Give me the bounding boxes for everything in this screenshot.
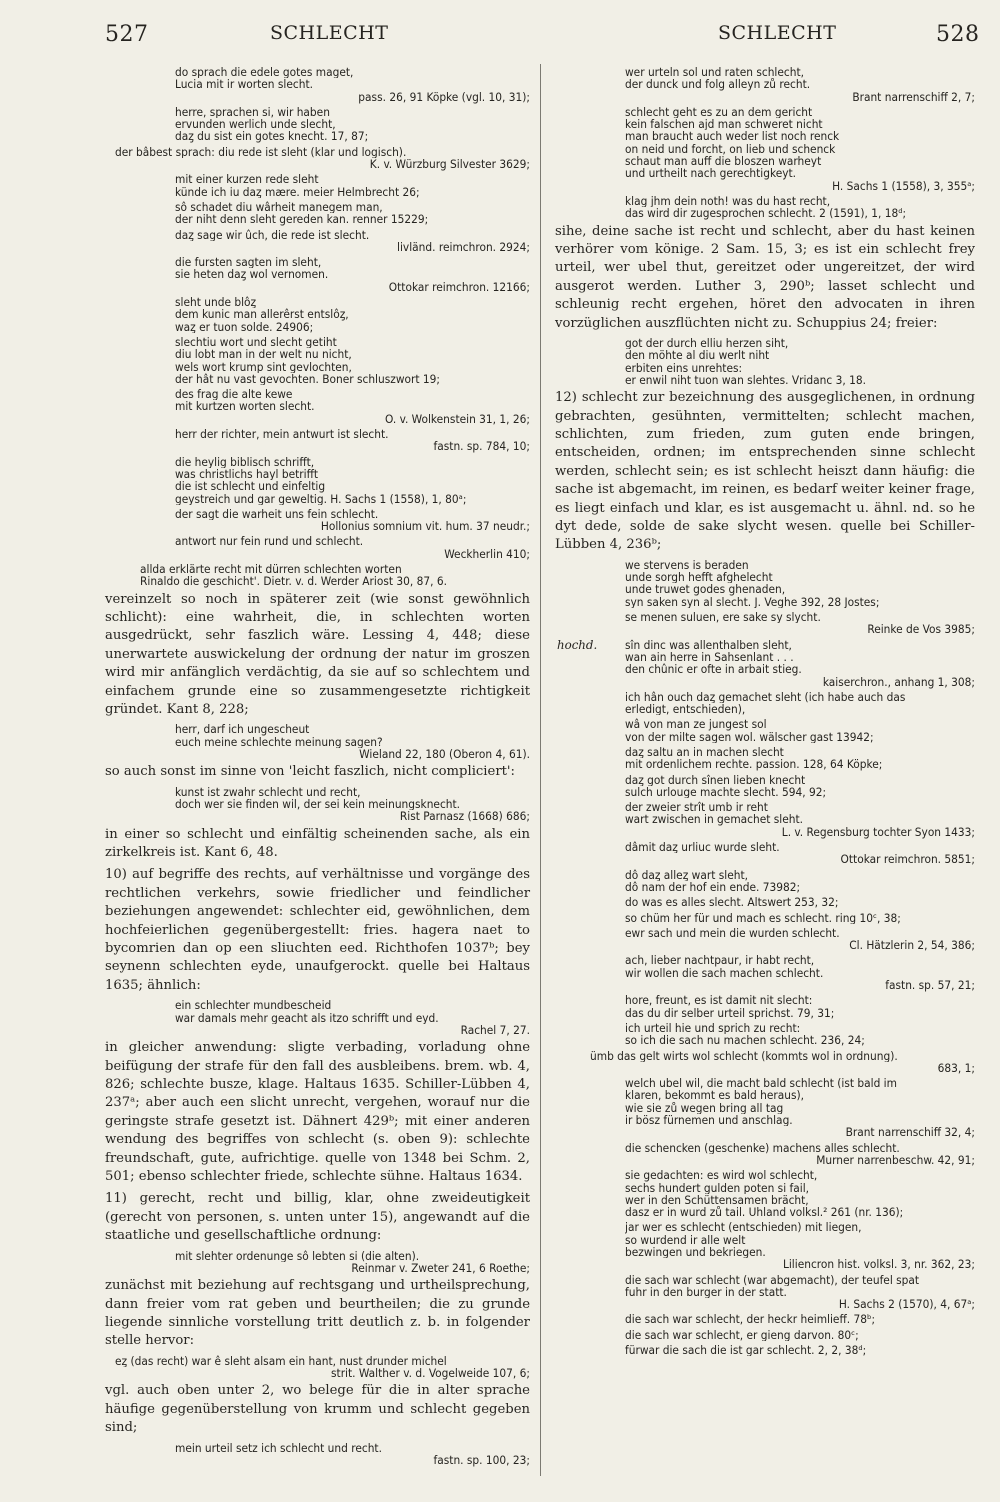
quotation-line: man braucht auch weder list noch renck [625,130,840,143]
quotation-block [555,1329,975,1341]
quotation-line: unde truwet godes ghenaden, [625,583,786,596]
quotation-line: mit kurtzen worten slecht. [175,400,315,413]
quotation-line: das du dir selber urteil sprichst. 79, 31; [625,1006,835,1019]
quotation-block [555,841,975,866]
quotation-block [555,66,975,103]
quotation-line: ein schlechter mundbescheid [175,999,332,1012]
quotation-line: die schencken (geschenke) machens alles schlecht. [625,1141,900,1154]
quotation-line: fuhr in den burger in der statt. [625,1285,787,1299]
quotation-line: wie sie zů wegen bring all tag [625,1101,784,1115]
prose-paragraph: 10) auf begriffe des rechts, auf verhältnisse und vorgänge des rechtlichen verkehrs, sowie friedlicher und feindlicher beziehungen angewendet: schlechter eid, gewöhnlichen, dem hochfeierlichen gegenübergestellt: fries. hagera naet to bycomrien dan op een sliuchten eed. Richthofen 1037ᵇ; bey seynenn schlechten eyde, unaufgerockt. quelle bei Haltaus 1635; ähnlich: [105,867,530,993]
citation-source: Murner narrenbeschw. 42, 91; [816,1152,975,1167]
quotation-line: ich hân ouch daȥ gemachet sleht (ich habe auch das [625,690,906,704]
quotation-block [555,1050,975,1075]
quotation-line: dâmit daȥ urliuc wurde sleht. [625,841,780,854]
quotation-line: ach, lieber nachtpaur, ir habt recht, [625,954,815,967]
quotation-block [555,912,975,924]
quotation-line: kein falschen ajd man schweret nicht [625,118,823,131]
quotation-line: die sach war schlecht, er gieng darvon. 80ᶜ; [625,1328,859,1342]
citation-source: pass. 26, 91 Köpke (vgl. 10, 31); [358,89,530,104]
quotation-block [555,195,975,220]
quotation-line: klaren, bekommt es bald heraus), [625,1089,805,1102]
citation-source: H. Sachs 2 (1570), 4, 67ᵃ; [838,1297,975,1312]
quotation-line: den möhte al diu werlt niht [625,349,770,362]
prose-paragraph: vereinzelt so noch in späterer zeit (wie sonst gewöhnlich schlicht): eine wahrheit, die, in schlechten worten ausgedrückt, sehr faszlich wäre. Lessing 4, 448; diese unerwartete auswickelung der ordnung der natur im groszen wird mir anfänglich verdächtig, da sie auf so schlechtem und einfachem grunde eine so zusammengesetzte richtigkeit gründet. Kant 8, 228; [105,591,530,718]
citation-source: Cl. Hätzlerin 2, 54, 386; [849,938,975,953]
quotation-line: des frag die alte kewe [175,388,293,401]
quotation-line: welch ubel wil, die macht bald schlecht (ist bald im [625,1077,897,1090]
prose-paragraph: zunächst mit beziehung auf rechtsgang und urtheilsprechung, dann freier vom rat geben und beurtheilen; die zu grunde liegende sinnliche vorstellung tritt deutlich z. b. in folgender stelle hervor: [105,1278,530,1349]
quotation-block [555,1221,975,1270]
quotation-block [555,954,975,991]
quotation-line: wer in den Schüttensamen brächt, [625,1193,809,1207]
quotation-block [555,927,975,952]
quotation-line: ewr sach und mein die wurden schlecht. [625,926,840,940]
citation-source: 683, 1; [937,1060,975,1075]
quotation-line: mit slehter ordenunge sô lebten si (die alten). [175,1249,420,1262]
citation-source: fastn. sp. 57, 21; [885,978,975,993]
quotation-line: so wurdend ir alle welt [625,1233,746,1246]
quotation-line: mit einer kurzen rede sleht [175,173,319,186]
quotation-line: do was es alles slecht. Altswert 253, 32; [625,896,839,909]
quotation-line: der hât nu vast gevochten. Boner schluszwort 19; [175,372,440,386]
quotation-block [105,535,530,560]
quotation-line: herre, sprachen si, wir haben [175,105,330,119]
quotation-line: schlecht geht es zu an dem gericht [625,105,813,119]
quotation-line: ervunden werlich unde slecht, [175,118,336,131]
prose-paragraph: sihe, deine sache ist recht und schlecht, aber du hast keinen verhörer vom könige. 2 Sam. 15, 3; es ist ein schlecht frey urteil, wer ubel thut, gereitzet oder ungereitzet, der wird ausgerot werden. Luther 3, 290ᵇ; lasset schlecht und schleunig recht ergehen, höret den advocaten in ihren vorzüglichen auszflüchten nicht zu. Schuppius 24; freier: [555,223,975,331]
quotation-line: die sach war schlecht (war abgemacht), der teufel spat [625,1273,920,1286]
right-column [555,66,975,1359]
quotation-block [105,508,530,533]
quotation-line: klag jhm dein noth! was du hast recht, [625,194,831,208]
quotation-block [105,66,530,103]
quotation-line: waȥ er tuon solde. 24906; [175,320,314,333]
quotation-block [105,336,530,385]
quotation-block [105,146,530,171]
quotation-block [105,229,530,254]
citation-source: Reinke de Vos 3985; [867,622,975,637]
quotation-line: sleht unde blôȥ [175,296,257,309]
quotation-block [555,691,975,716]
quotation-line: daȥ sage wir ûch, die rede ist slecht. [175,228,370,241]
quotation-line: so ich die sach nu machen schlecht. 236, 24; [625,1034,865,1047]
quotation-line: se menen suluen, ere sake sy slycht. [625,611,821,624]
quotation-block [555,559,975,608]
quotation-line: slechtiu wort und slecht getiht [175,335,337,349]
quotation-block [105,388,530,425]
citation-source: Brant narrenschiff 2, 7; [852,89,975,104]
quotation-line: der zweier strît umb ir reht [625,801,768,814]
quotation-line: unde sorgh hefft afghelecht [625,571,773,584]
margin-note: hochd. [557,637,598,652]
quotation-block [105,106,530,143]
quotation-line: geystreich und gar geweltig. H. Sachs 1 (1558), 1, 80ᵃ; [175,492,467,505]
quotation-block [105,173,530,198]
quotation-line: sîn dinc was allenthalben sleht, [625,638,792,651]
quotation-line: wer urteln sol und raten schlecht, [625,66,804,79]
quotation-line: die fursten sagten im sleht, [175,256,322,269]
quotation-line: wir wollen die sach machen schlecht. [625,966,824,980]
quotation-line: erledigt, entschieden), [625,703,746,716]
citation-source: O. v. Wolkenstein 31, 1, 26; [384,411,530,426]
citation-source: Reinmar v. Zweter 241, 6 Roethe; [351,1260,530,1275]
quotation-block [555,896,975,908]
prose-paragraph: in gleicher anwendung: sligte verbading, vorladung ohne beifügung der strafe für den fall des ausbleibens. brem. wb. 4, 826; schlechte busze, klage. Haltaus 1635. Schiller-Lübben 4, 237ᵃ; aber auch een slicht unrecht, vergehen, worauf nur die geringste strafe gesetzt ist. Dähnert 429ᵇ; mit einer anderen wendung des begriffes von schlecht (s. oben 9): schlechte freundschaft, gute, aufrichtige. quelle von 1348 bei Schm. 2, 501; ebenso schlechter friede, schlechte sühne. Haltaus 1634. [105,1040,530,1184]
quotation-block [555,337,975,386]
quotation-line: die ist schlecht und einfeltig [175,480,326,493]
quotation-line: den chûnic er ofte in arbait stieg. [625,663,802,676]
citation-source: fastn. sp. 784, 10; [433,439,530,454]
quotation-block [555,1142,975,1167]
quotation-line: sie gedachten: es wird wol schlecht, [625,1169,818,1182]
quotation-line: war damals mehr geacht als itzo schrifft und eyd. [175,1011,439,1024]
quotation-block [105,256,530,293]
quotation-line: dem kunic man allerêrst entslôȥ, [175,308,349,321]
quotation-line: künde ich iu daȥ mære. meier Helmbrecht 26; [175,185,420,198]
quotation-line: fürwar die sach die ist gar schlecht. 2, 2, 38ᵈ; [625,1344,867,1357]
quotation-line: ir bösz fürnemen und anschlag. [625,1114,793,1127]
quotation-block [105,296,530,333]
quotation-line: hore, freunt, es ist damit nit slecht: [625,994,813,1007]
citation-source: Ottokar reimchron. 5851; [840,852,975,867]
quotation-block [105,563,530,588]
left-running-title: SCHLECHT [270,22,389,44]
citation-source: K. v. Würzburg Silvester 3629; [369,157,530,172]
quotation-block [555,1344,975,1356]
quotation-line: sechs hundert gulden poten si fail, [625,1181,810,1194]
quotation-block [105,1355,530,1380]
quotation-line: und urtheilt nach gerechtigkeyt. [625,167,797,180]
prose-paragraph: vgl. auch oben unter 2, wo belege für die in alter sprache häufige gegenüberstellung von krumm und schlecht gegeben sind; [105,1383,530,1436]
citation-source: kaiserchron., anhang 1, 308; [822,674,975,689]
citation-source: strit. Walther v. d. Vogelweide 107, 6; [331,1366,530,1381]
quotation-line: wart zwischen in gemachet sleht. [625,813,804,826]
quotation-line: we stervens is beraden [625,558,749,572]
quotation-line: ümb das gelt wirts wol schlecht (kommts wol in ordnung). [590,1049,898,1062]
citation-source: H. Sachs 1 (1558), 3, 355ᵃ; [832,178,975,193]
quotation-line: er enwil niht tuon wan slehtes. Vridanc 3, 18. [625,373,866,387]
prose-paragraph: in einer so schlecht und einfältig scheinenden sache, als ein zirkelkreis ist. Kant 6, 48. [105,826,530,861]
prose-paragraph: 11) gerecht, recht und billig, klar, ohne zweideutigkeit (gerecht von personen, s. unten unter 15), angewandt auf die staatliche und gesellschaftliche ordnung: [105,1191,530,1244]
right-running-title: SCHLECHT [718,22,837,44]
quotation-line: was christlichs hayl betrifft [175,467,319,481]
citation-source: Hollonius somnium vit. hum. 37 neudr.; [320,519,530,534]
quotation-block [555,639,975,688]
quotation-line: antwort nur fein rund und schlecht. [175,535,364,548]
quotation-line: der niht denn sleht gereden kan. renner 15229; [175,213,429,226]
quotation-block [105,723,530,760]
quotation-line: doch wer sie finden wil, der sei kein meinungsknecht. [175,798,461,811]
quotation-line: dô daȥ alleȥ wart sleht, [625,868,748,881]
prose-paragraph: so auch sonst im sinne von 'leicht faszlich, nicht compliciert': [105,764,516,780]
quotation-block [555,718,975,743]
quotation-line: die heylig biblisch schrifft, [175,455,315,468]
quotation-line: mit ordenlichem rechte. passion. 128, 64 Köpke; [625,758,883,771]
citation-source: L. v. Regensburg tochter Syon 1433; [781,824,975,839]
citation-source: Ottokar reimchron. 12166; [388,279,530,294]
quotation-block [555,1077,975,1138]
citation-source: Rist Parnasz (1668) 686; [399,809,530,824]
quotation-line: dô nam der hof ein ende. 73982; [625,880,801,894]
quotation-line: mein urteil setz ich schlecht und recht. [175,1441,382,1454]
quotation-block [555,611,975,636]
quotation-line: sô schadet diu wârheit manegem man, [175,200,383,214]
quotation-line: Rinaldo die geschicht'. Dietr. v. d. Werder Ariost 30, 87, 6. [140,575,448,588]
quotation-block [555,869,975,894]
quotation-line: euch meine schlechte meinung sagen? [175,735,383,749]
left-column [105,66,530,1469]
prose-paragraph: 12) schlecht zur bezeichnung des ausgeglichenen, in ordnung gebrachten, gesühnten, vermittelten; schlecht machen, schlichten, zum frieden, zum guten ende bringen, entscheiden, ordnen; im entsprechenden sinne schlecht werden, schlecht sein; es ist schlecht heiszt dann häufig: die sache ist abgemacht, im reinen, es bedarf weiter keiner frage, es liegt einfach und klar, es ist ausgemacht u. ähnl. nd. so he dyt dede, solde de sake slycht wesen. quelle bei Schiller-Lübben 4, 236ᵇ; [555,390,975,553]
quotation-line: daȥ du sist ein gotes knecht. 17, 87; [175,130,369,143]
column-divider [540,64,541,1476]
citation-source: fastn. sp. 100, 23; [433,1452,530,1467]
quotation-block [105,786,530,823]
quotation-line: allda erklärte recht mit dürren schlechten worten [140,562,402,576]
right-page-number: 528 [936,22,980,47]
quotation-line: der bâbest sprach: diu rede ist sleht (klar und logisch). [115,145,407,159]
quotation-line: sie heten daȥ wol vernomen. [175,268,329,281]
quotation-line: do sprach die edele gotes maget, [175,66,354,79]
quotation-line: eȥ (das recht) war ê sleht alsam ein hant, nust drunder michel [115,1354,447,1368]
quotation-line: dasz er in wurd zů tail. Uhland volksl.² 261 (nr. 136); [625,1206,904,1219]
quotation-block [105,999,530,1036]
citation-source: Brant narrenschiff 32, 4; [845,1125,975,1140]
quotation-line: kunst ist zwahr schlecht und recht, [175,785,361,799]
quotation-line: schaut man auff die bloszen warheyt [625,155,822,168]
quotation-block [105,428,530,453]
quotation-block [105,456,530,505]
quotation-line: on neid und forcht, on lieb und schenck [625,142,836,156]
quotation-line: syn saken syn al slecht. J. Veghe 392, 28 Jostes; [625,595,880,609]
quotation-block [105,1250,530,1275]
quotation-block [105,1442,530,1467]
left-page-number: 527 [105,22,149,47]
quotation-block [555,1313,975,1325]
quotation-line: sulch urlouge machte slecht. 594, 92; [625,785,827,799]
quotation-line: so chüm her für und mach es schlecht. ring 10ᶜ, 38; [625,911,901,924]
quotation-line: der sagt die warheit uns fein schlecht. [175,507,379,521]
citation-source: Weckherlin 410; [444,546,530,561]
quotation-line: wels wort krump sint gevlochten, [175,360,352,373]
citation-source: Wieland 22, 180 (Oberon 4, 61). [359,747,530,762]
quotation-line: das wird dir zugesprochen schlecht. 2 (1591), 1, 18ᵈ; [625,207,907,220]
quotation-line: jar wer es schlecht (entschieden) mit liegen, [625,1221,862,1234]
quotation-line: Lucia mit ir worten slecht. [175,78,314,91]
quotation-block [105,201,530,226]
quotation-line: daȥ got durch sînen lieben knecht [625,773,806,786]
citation-source: livländ. reimchron. 2924; [397,239,530,254]
quotation-block [555,774,975,799]
quotation-line: die sach war schlecht, der heckr heimlieff. 78ᵇ; [625,1313,876,1326]
quotation-line: wâ von man ze jungest sol [625,718,767,731]
quotation-line: wan ain herre in Sahsenlant . . . [625,650,794,664]
quotation-block [555,1169,975,1218]
quotation-line: got der durch elliu herzen siht, [625,337,789,350]
quotation-line: herr der richter, mein antwurt ist slecht. [175,428,389,441]
quotation-block [555,1274,975,1311]
quotation-line: der dunck und folg alleyn zů recht. [625,78,811,91]
citation-source: Liliencron hist. volksl. 3, nr. 362, 23; [782,1257,975,1272]
quotation-block [555,106,975,192]
quotation-line: daȥ saltu an in machen slecht [625,746,784,759]
quotation-block [555,994,975,1019]
quotation-line: erbiten eins unrehtes: [625,361,743,374]
quotation-block [555,746,975,771]
quotation-block [555,1022,975,1047]
quotation-line: bezwingen und bekriegen. [625,1245,766,1259]
quotation-line: ich urteil hie und sprich zu recht: [625,1021,801,1035]
citation-source: Rachel 7, 27. [460,1022,530,1037]
quotation-line: diu lobt man in der welt nu nicht, [175,348,352,361]
quotation-line: von der milte sagen wol. wälscher gast 13942; [625,730,874,743]
quotation-block [555,801,975,838]
quotation-line: herr, darf ich ungescheut [175,723,310,736]
